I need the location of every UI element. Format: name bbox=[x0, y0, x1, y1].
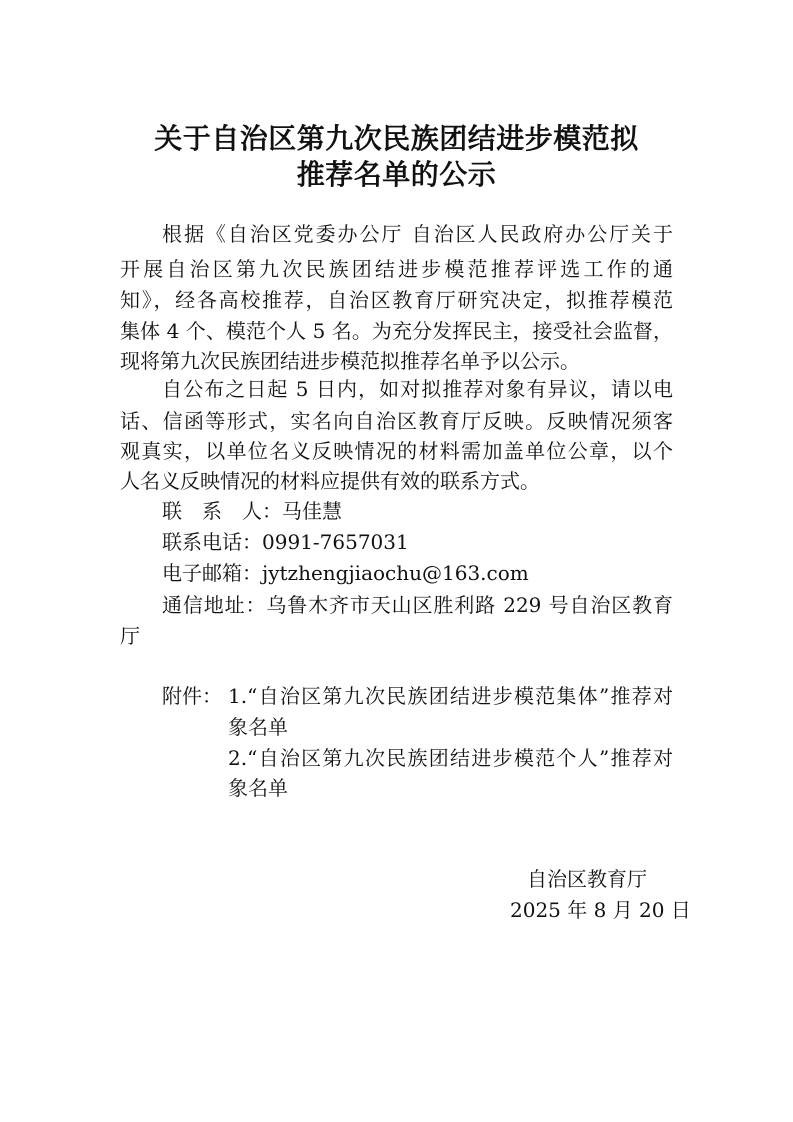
paragraph-1-line-2: 开展自治区第九次民族团结进步模范推荐评选工作的通 bbox=[120, 257, 673, 281]
attachments-label: 附件： bbox=[162, 684, 222, 708]
paragraph-1-line-4: 集体 4 个、模范个人 5 名。为充分发挥民主，接受社会监督， bbox=[120, 319, 673, 343]
signature-date: 2025 年 8 月 20 日 bbox=[510, 898, 691, 922]
document-title-line-1: 关于自治区第九次民族团结进步模范拟 bbox=[154, 122, 639, 155]
contact-phone: 联系电话：0991-7657031 bbox=[162, 530, 409, 554]
document-title-line-2: 推荐名单的公示 bbox=[296, 158, 497, 191]
contact-email: 电子邮箱：jytzhengjiaochu@163.com bbox=[162, 561, 529, 585]
paragraph-2-line-2: 话、信函等形式，实名向自治区教育厅反映。反映情况须客 bbox=[120, 409, 673, 433]
paragraph-1-line-3: 知》，经各高校推荐，自治区教育厅研究决定，拟推荐模范 bbox=[120, 288, 673, 312]
contact-address-line-2: 厅 bbox=[120, 624, 140, 648]
attachment-2-line-1: 2.“自治区第九次民族团结进步模范个人”推荐对 bbox=[228, 746, 673, 770]
contact-person: 联 系 人：马佳慧 bbox=[162, 499, 342, 523]
attachment-1-line-1: 1.“自治区第九次民族团结进步模范集体”推荐对 bbox=[228, 684, 673, 708]
paragraph-2-line-1: 自公布之日起 5 日内，如对拟推荐对象有异议，请以电 bbox=[162, 377, 673, 401]
contact-address-line-1: 通信地址：乌鲁木齐市天山区胜利路 229 号自治区教育 bbox=[162, 593, 673, 617]
paragraph-1-line-1: 根据《自治区党委办公厅 自治区人民政府办公厅关于 bbox=[162, 222, 673, 246]
attachment-1-line-2: 象名单 bbox=[228, 715, 288, 739]
paragraph-2-line-4: 人名义反映情况的材料应提供有效的联系方式。 bbox=[120, 469, 540, 493]
paragraph-2-line-3: 观真实，以单位名义反映情况的材料需加盖单位公章，以个 bbox=[120, 439, 673, 463]
paragraph-1-line-5: 现将第九次民族团结进步模范拟推荐名单予以公示。 bbox=[120, 349, 580, 373]
signature-organization: 自治区教育厅 bbox=[527, 867, 647, 891]
attachment-2-line-2: 象名单 bbox=[228, 776, 288, 800]
